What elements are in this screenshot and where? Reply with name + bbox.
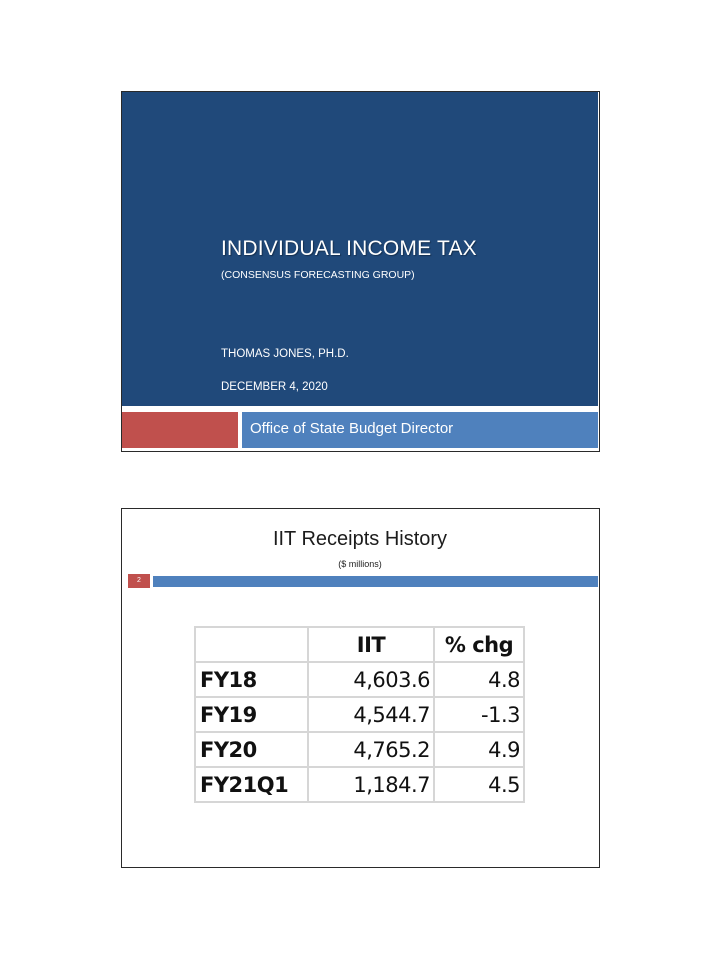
- slide-subtitle: (CONSENSUS FORECASTING GROUP): [221, 269, 415, 281]
- slide-subtitle: ($ millions): [338, 559, 382, 569]
- table-header-row: [195, 627, 524, 662]
- header-bar: [153, 576, 598, 587]
- row-label: FY20: [195, 732, 308, 767]
- column-header: IIT: [308, 627, 434, 662]
- iit-table: [194, 626, 525, 803]
- table-row: [195, 662, 524, 697]
- row-label: FY18: [195, 662, 308, 697]
- table-cell: 4.9: [434, 732, 524, 767]
- table-row: [195, 732, 524, 767]
- table-cell: 4,765.2: [308, 732, 434, 767]
- column-header: % chg: [434, 627, 524, 662]
- footer-text: Office of State Budget Director: [250, 420, 454, 437]
- author-name: THOMAS JONES, PH.D.: [221, 348, 349, 360]
- slide-number: 2: [128, 574, 150, 588]
- receipts-slide: [121, 508, 600, 868]
- table-row: [195, 767, 524, 802]
- table-cell: 4,603.6: [308, 662, 434, 697]
- title-slide: [121, 91, 600, 452]
- slide-title: IIT Receipts History: [272, 528, 448, 550]
- column-header: [195, 627, 308, 662]
- table-cell: -1.3: [434, 697, 524, 732]
- footer-red-accent: [122, 412, 238, 448]
- table-cell: 4,544.7: [308, 697, 434, 732]
- table-cell: 4.8: [434, 662, 524, 697]
- table-cell: 4.5: [434, 767, 524, 802]
- table-row: [195, 697, 524, 732]
- row-label: FY21Q1: [195, 767, 308, 802]
- slide-title: INDIVIDUAL INCOME TAX: [221, 237, 477, 260]
- row-label: FY19: [195, 697, 308, 732]
- table-cell: 1,184.7: [308, 767, 434, 802]
- presentation-date: DECEMBER 4, 2020: [221, 381, 328, 393]
